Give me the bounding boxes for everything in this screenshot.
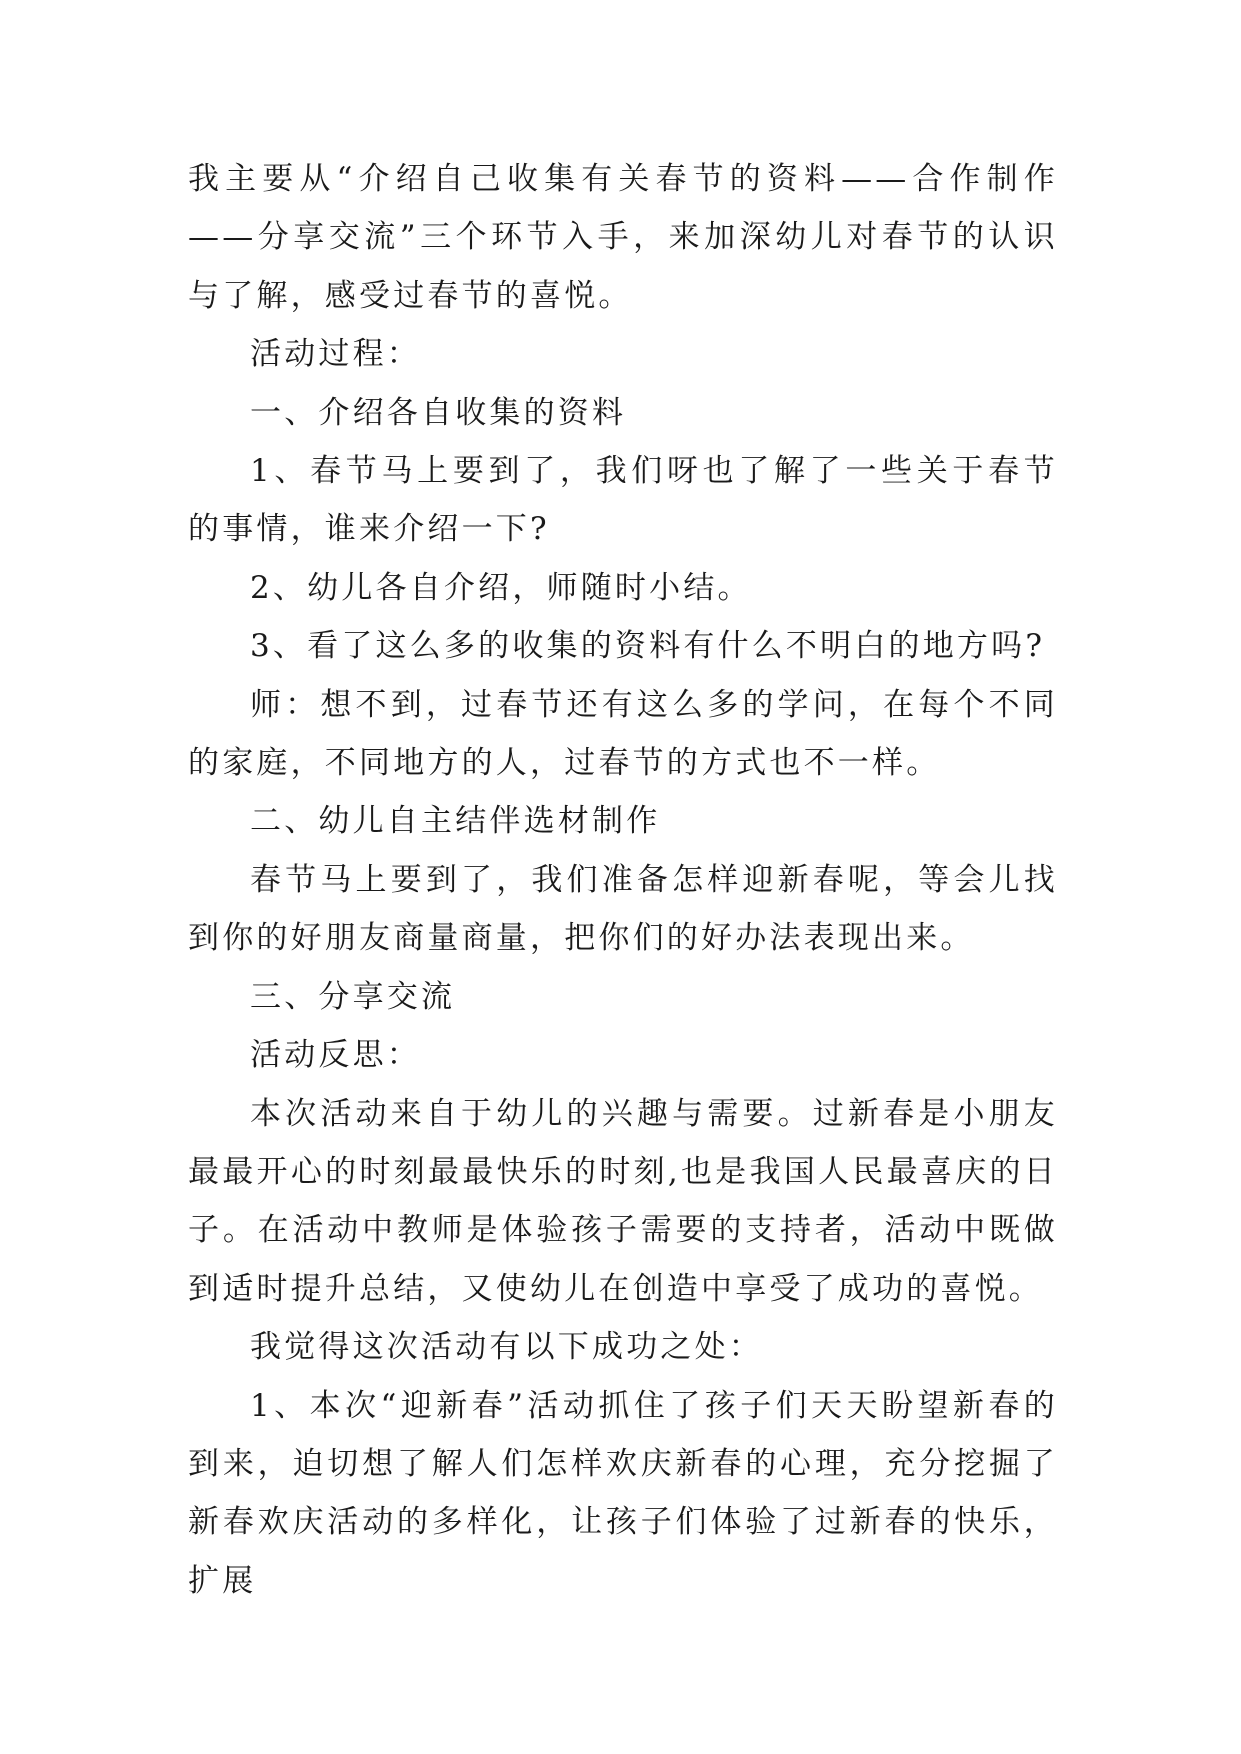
list-item-2: 2、幼儿各自介绍，师随时小结。 — [250, 569, 752, 606]
paragraph-success-intro: 我觉得这次活动有以下成功之处： — [250, 1329, 763, 1366]
section-heading-three: 三、分享交流 — [250, 978, 456, 1015]
paragraph-intro: 我主要从“介绍自己收集有关春节的资料——合作制作——分享交流”三个环节入手，来加深幼儿对春节的认识与了解，感受过春节的喜悦。 — [188, 161, 1058, 314]
list-item-1: 1、春节马上要到了，我们呀也了解了一些关于春节的事情，谁来介绍一下? — [188, 453, 1058, 548]
heading-reflection: 活动反思： — [250, 1037, 421, 1074]
list-item-success-1: 1、本次“迎新春”活动抓住了孩子们天天盼望新春的到来，迫切想了解人们怎样欢庆新春的心理，充分挖掘了新春欢庆活动的多样化，让孩子们体验了过新春的快乐，扩展 — [188, 1387, 1058, 1599]
section-heading-two: 二、幼儿自主结伴选材制作 — [250, 803, 661, 840]
document-body — [188, 150, 1058, 1610]
section-heading-one: 一、介绍各自收集的资料 — [250, 394, 627, 431]
heading-activity-process: 活动过程： — [250, 336, 421, 373]
paragraph-reflection: 本次活动来自于幼儿的兴趣与需要。过新春是小朋友最最开心的时刻最最快乐的时刻,也是我国人民最喜庆的日子。在活动中教师是体验孩子需要的支持者，活动中既做到适时提升总结，又使幼儿在创造中享受了成功的喜悦。 — [188, 1095, 1058, 1307]
paragraph-prepare: 春节马上要到了，我们准备怎样迎新春呢，等会儿找到你的好朋友商量商量，把你们的好办法表现出来。 — [188, 861, 1058, 957]
paragraph-teacher: 师：想不到，过春节还有这么多的学问，在每个不同的家庭，不同地方的人，过春节的方式也不一样。 — [188, 686, 1058, 782]
list-item-3: 3、看了这么多的收集的资料有什么不明白的地方吗? — [250, 628, 1046, 665]
